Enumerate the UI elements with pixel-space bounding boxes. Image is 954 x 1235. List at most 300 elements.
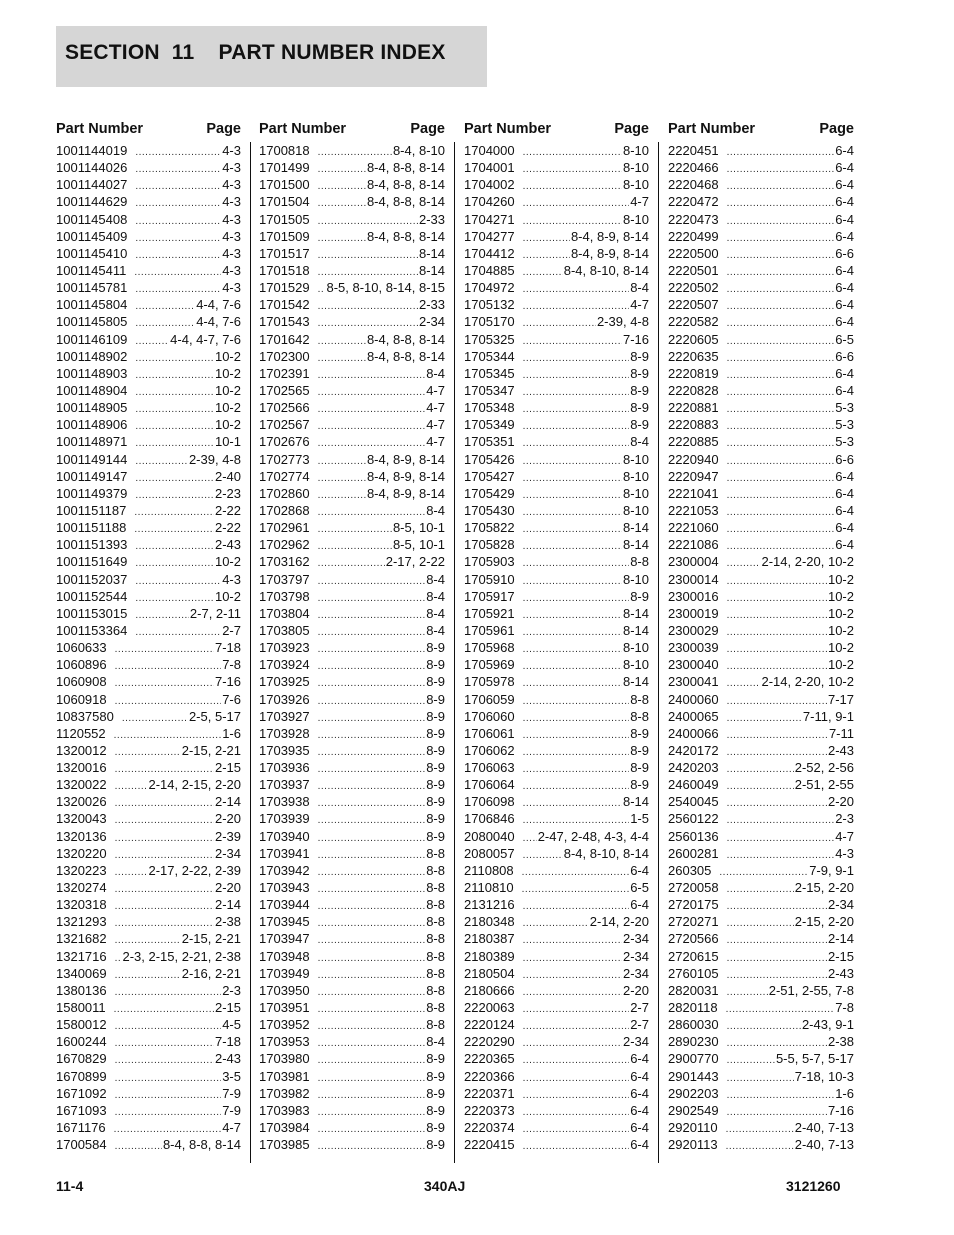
dot-leader [318, 521, 392, 538]
index-entry [464, 142, 649, 159]
page-reference: 2-3 [222, 982, 241, 998]
part-number: 1703927 [259, 708, 310, 724]
dot-leader [135, 144, 221, 161]
page-reference: 6-4 [630, 897, 649, 913]
dot-leader [318, 590, 426, 607]
part-number: 2220466 [668, 160, 719, 176]
dot-leader [727, 144, 835, 161]
part-number: 2901443 [668, 1068, 719, 1084]
index-entry [668, 1050, 854, 1067]
index-entry [464, 536, 649, 553]
part-number: 1703981 [259, 1068, 310, 1084]
page-reference: 2-39, 4-8 [188, 451, 241, 467]
dot-leader [523, 1138, 630, 1155]
dot-leader [115, 744, 181, 761]
page-reference: 2-43 [827, 742, 854, 758]
index-entry [259, 279, 445, 296]
dot-leader [318, 487, 366, 504]
part-number: 2110810 [464, 880, 514, 896]
index-entry [56, 605, 241, 622]
part-number: 2180389 [464, 948, 515, 964]
index-entry [464, 948, 649, 965]
part-number: 1703949 [259, 965, 310, 981]
part-number: 2180348 [464, 914, 515, 930]
dot-leader [318, 367, 426, 384]
part-number: 1704260 [464, 194, 515, 210]
part-number: 2220124 [464, 1017, 515, 1033]
index-entry [464, 433, 649, 450]
index-entry [668, 673, 854, 690]
part-number: 1705903 [464, 554, 515, 570]
part-number: 1702300 [259, 348, 310, 364]
page-reference: 6-4 [630, 1137, 649, 1153]
page-reference: 10-2 [214, 365, 241, 381]
page-reference: 2-34 [418, 314, 445, 330]
page-reference: 10-2 [214, 348, 241, 364]
dot-leader [318, 727, 426, 744]
page-reference: 8-9 [426, 1068, 445, 1084]
index-entry [56, 725, 241, 742]
index-entry [668, 262, 854, 279]
page-reference: 8-8 [630, 554, 649, 570]
page-reference: 8-9 [630, 382, 649, 398]
index-entry [259, 862, 445, 879]
index-entry [259, 1136, 445, 1153]
index-entry [668, 639, 854, 656]
index-entry [464, 588, 649, 605]
index-entry [668, 1033, 854, 1050]
index-entry [56, 1068, 241, 1085]
dot-leader [727, 350, 835, 367]
index-entry [464, 1068, 649, 1085]
page-reference: 2-39, 4-8 [596, 314, 649, 330]
dot-leader [134, 504, 214, 521]
part-number: 1701542 [259, 297, 310, 313]
part-number: 1060633 [56, 640, 107, 656]
index-entry [668, 228, 854, 245]
dot-leader [727, 487, 835, 504]
index-entry [464, 451, 649, 468]
dot-leader [523, 195, 630, 212]
index-entry [56, 588, 241, 605]
page-reference: 10-2 [214, 382, 241, 398]
index-entry [464, 262, 649, 279]
dot-leader [523, 453, 622, 470]
part-number: 1703940 [259, 828, 310, 844]
index-entry [56, 965, 241, 982]
index-entry [464, 656, 649, 673]
index-entry [259, 365, 445, 382]
page-reference: 7-18, 10-3 [794, 1068, 854, 1084]
part-number: 1001145781 [56, 280, 128, 296]
index-entry [668, 296, 854, 313]
page-reference: 4-3 [222, 280, 241, 296]
page-reference: 8-8 [426, 1000, 445, 1016]
dot-leader [318, 778, 426, 795]
index-entry [668, 451, 854, 468]
part-number: 2220290 [464, 1034, 515, 1050]
part-number: 2220366 [464, 1068, 515, 1084]
index-entry [259, 828, 445, 845]
index-entry [464, 296, 649, 313]
index-column-4 [668, 118, 854, 1153]
index-entry [464, 416, 649, 433]
index-entry [259, 519, 445, 536]
index-entry [259, 1016, 445, 1033]
part-number: 1703942 [259, 862, 310, 878]
index-entry [56, 365, 241, 382]
part-number: 2221086 [668, 537, 719, 553]
part-number: 1001144019 [56, 143, 128, 158]
index-entry [259, 588, 445, 605]
part-number: 1702565 [259, 382, 310, 398]
page-reference: 2-15 [827, 948, 854, 964]
page-reference: 8-4 [630, 434, 649, 450]
dot-leader [318, 847, 426, 864]
part-number: 1321293 [56, 914, 107, 930]
part-number: 1705828 [464, 537, 515, 553]
part-number: 1700818 [259, 143, 310, 158]
dot-leader [727, 504, 835, 521]
page-reference: 8-9 [630, 400, 649, 416]
index-entry [464, 982, 649, 999]
page-reference: 8-10 [622, 571, 649, 587]
page-reference: 8-4, 8-8, 8-14 [366, 194, 445, 210]
part-number: 1001151188 [56, 520, 127, 536]
part-number: 1340069 [56, 965, 107, 981]
index-entry [56, 468, 241, 485]
index-entry [464, 399, 649, 416]
dot-leader [318, 607, 426, 624]
part-number: 2221041 [668, 485, 719, 501]
page-reference: 8-8 [426, 1017, 445, 1033]
index-entry [56, 331, 241, 348]
index-entry [259, 348, 445, 365]
dot-leader [318, 744, 426, 761]
page-reference: 8-4 [426, 571, 445, 587]
part-number: 1703805 [259, 622, 310, 638]
part-number: 2220828 [668, 382, 719, 398]
dot-leader [115, 1070, 222, 1087]
index-entry [464, 1085, 649, 1102]
dot-leader [523, 847, 563, 864]
page-reference: 2-14, 2-20, 10-2 [761, 674, 854, 690]
dot-leader [115, 950, 122, 967]
page-reference: 6-4 [835, 280, 854, 296]
index-entry [56, 1136, 241, 1153]
index-entry [668, 725, 854, 742]
dot-leader [318, 915, 426, 932]
dot-leader [727, 915, 794, 932]
part-number: 1703951 [259, 1000, 310, 1016]
part-number: 1001153364 [56, 622, 128, 638]
column-header [56, 118, 241, 142]
part-number: 1703939 [259, 811, 310, 827]
part-number: 2131216 [464, 897, 515, 913]
page-reference: 8-9 [630, 777, 649, 793]
dot-leader [523, 1121, 630, 1138]
dot-leader [318, 1070, 426, 1087]
part-number: 2220365 [464, 1051, 515, 1067]
part-number: 1701518 [259, 262, 310, 278]
dot-leader [135, 453, 188, 470]
index-entry [56, 211, 241, 228]
page-reference: 3-5 [222, 1068, 241, 1084]
part-number: 1705917 [464, 588, 515, 604]
page-reference: 8-4, 8-10 [392, 143, 445, 158]
page-reference: 8-5, 10-1 [392, 537, 445, 553]
dot-leader [727, 641, 827, 658]
index-entry [56, 930, 241, 947]
page-reference: 8-14 [418, 245, 445, 261]
dot-leader [318, 830, 426, 847]
index-entry [259, 810, 445, 827]
index-entry [464, 1050, 649, 1067]
index-entry [259, 382, 445, 399]
part-number: 2540045 [668, 794, 719, 810]
page-reference: 8-14 [622, 520, 649, 536]
part-number: 1001149144 [56, 451, 128, 467]
part-number: 1703952 [259, 1017, 310, 1033]
part-number: 2110808 [464, 862, 514, 878]
index-entry [668, 708, 854, 725]
part-number: 1703944 [259, 897, 310, 913]
page-reference: 2-17, 2-22 [385, 554, 445, 570]
dot-leader [135, 607, 189, 624]
part-number: 2300014 [668, 571, 719, 587]
part-number: 1580011 [56, 1000, 106, 1016]
page-reference: 8-4, 8-8, 8-14 [366, 160, 445, 176]
index-entry [56, 536, 241, 553]
index-entry [668, 793, 854, 810]
dot-leader [115, 1087, 222, 1104]
dot-leader [114, 1001, 214, 1018]
page-reference: 2-33 [418, 211, 445, 227]
part-number: 1704972 [464, 280, 515, 296]
dot-leader [523, 967, 622, 984]
index-entry [464, 896, 649, 913]
index-entry [56, 776, 241, 793]
dot-leader [523, 675, 622, 692]
index-entry [464, 759, 649, 776]
dot-leader [727, 178, 835, 195]
column-header [668, 118, 854, 142]
page-reference: 7-16 [622, 331, 649, 347]
page-reference: 5-3 [835, 400, 854, 416]
dot-leader [318, 247, 418, 264]
page-reference: 2-22 [214, 520, 241, 536]
part-number: 2300004 [668, 554, 719, 570]
index-entry [668, 810, 854, 827]
part-number: 1001144027 [56, 177, 128, 193]
index-entry [259, 433, 445, 450]
index-entry [56, 708, 241, 725]
index-column-3 [464, 118, 649, 1153]
part-number: 2820031 [668, 982, 719, 998]
part-number: 1703982 [259, 1085, 310, 1101]
page-reference: 4-7 [426, 417, 445, 433]
page-reference: 2-43 [214, 537, 241, 553]
page-heading: Page [819, 121, 854, 137]
page-reference: 7-18 [214, 640, 241, 656]
part-number: 1702961 [259, 520, 310, 536]
index-entry [259, 262, 445, 279]
dot-leader [115, 898, 214, 915]
dot-leader [318, 1052, 426, 1069]
part-number: 1701642 [259, 331, 310, 347]
index-entry [668, 433, 854, 450]
dot-leader [523, 1018, 630, 1035]
column-divider [250, 142, 251, 1163]
dot-leader [523, 538, 622, 555]
page-reference: 2-7 [222, 622, 241, 638]
part-number: 2080040 [464, 828, 515, 844]
page-reference: 4-7 [426, 400, 445, 416]
index-entry [259, 930, 445, 947]
index-entry [56, 245, 241, 262]
dot-leader [727, 281, 835, 298]
dot-leader [135, 247, 221, 264]
index-entry [56, 982, 241, 999]
index-entry [464, 1033, 649, 1050]
dot-leader [523, 281, 630, 298]
index-entry [464, 553, 649, 570]
part-number: 1001152544 [56, 588, 128, 604]
part-number: 2080057 [464, 845, 515, 861]
part-number: 1703950 [259, 982, 310, 998]
dot-leader [727, 607, 827, 624]
part-number: 1320274 [56, 880, 107, 896]
page-reference: 8-5, 8-10, 8-14, 8-15 [326, 280, 445, 296]
dot-leader [523, 658, 622, 675]
index-entry [259, 948, 445, 965]
page-reference: 2-14, 2-15, 2-20 [148, 777, 241, 793]
page-reference: 2-16, 2-21 [181, 965, 241, 981]
index-entry [56, 691, 241, 708]
dot-leader [135, 487, 214, 504]
index-entry [668, 913, 854, 930]
page-reference: 2-34 [622, 965, 649, 981]
page-reference: 10-2 [214, 400, 241, 416]
dot-leader [135, 178, 221, 195]
index-entry [56, 742, 241, 759]
index-entry [464, 708, 649, 725]
part-number: 1703983 [259, 1102, 310, 1118]
dot-leader [318, 195, 366, 212]
dot-leader [318, 693, 426, 710]
part-number: 2220473 [668, 211, 719, 227]
page-reference: 6-4 [630, 1051, 649, 1067]
part-number: 1001145408 [56, 211, 128, 227]
dot-leader [115, 641, 214, 658]
page-reference: 8-10 [622, 177, 649, 193]
part-number: 1704000 [464, 143, 515, 158]
page-reference: 4-4, 7-6 [196, 314, 241, 330]
index-entry [56, 399, 241, 416]
page-reference: 4-7 [426, 434, 445, 450]
part-number: 2400060 [668, 691, 719, 707]
page-reference: 4-7 [426, 382, 445, 398]
part-number: 1706062 [464, 742, 515, 758]
dot-leader [727, 298, 835, 315]
part-number: 2220468 [668, 177, 719, 193]
column-header [259, 118, 445, 142]
dot-leader [523, 573, 622, 590]
index-entry [464, 348, 649, 365]
part-number: 2220502 [668, 280, 719, 296]
page-reference: 2-20 [214, 880, 241, 896]
dot-leader [523, 932, 622, 949]
page-reference: 8-9 [426, 640, 445, 656]
footer-page-number: 11-4 [56, 1178, 84, 1194]
part-number: 1701500 [259, 177, 310, 193]
page-reference: 6-4 [630, 1120, 649, 1136]
part-number: 1600244 [56, 1034, 107, 1050]
page-reference: 5-3 [835, 434, 854, 450]
part-number: 10837580 [56, 708, 114, 724]
page-reference: 8-4 [426, 605, 445, 621]
dot-leader [134, 264, 221, 281]
index-entry [56, 313, 241, 330]
part-number: 1001153015 [56, 605, 128, 621]
section-title: SECTION 11 PART NUMBER INDEX [65, 41, 446, 64]
part-number: 1703980 [259, 1051, 310, 1067]
index-entry [668, 468, 854, 485]
index-entry [668, 1136, 854, 1153]
page-reference: 8-8 [426, 982, 445, 998]
index-entry [259, 1068, 445, 1085]
index-entry [259, 159, 445, 176]
page-reference: 8-9 [630, 742, 649, 758]
index-entry [668, 879, 854, 896]
part-number: 1703937 [259, 777, 310, 793]
dot-leader [135, 401, 214, 418]
index-entry [259, 211, 445, 228]
part-number: 1001148905 [56, 400, 128, 416]
dot-leader [726, 1138, 794, 1155]
index-entry [668, 485, 854, 502]
index-entry [668, 348, 854, 365]
part-number: 1705347 [464, 382, 515, 398]
dot-leader [318, 555, 385, 572]
index-entry [259, 485, 445, 502]
dot-leader [318, 298, 418, 315]
dot-leader [122, 710, 188, 727]
dot-leader [115, 778, 148, 795]
index-entry [259, 331, 445, 348]
index-entry [56, 485, 241, 502]
part-number: 1705348 [464, 400, 515, 416]
part-number: 2900770 [668, 1051, 719, 1067]
index-entry [464, 999, 649, 1016]
index-entry [668, 862, 854, 879]
index-entry [464, 810, 649, 827]
page-reference: 2-38 [214, 914, 241, 930]
part-number: 1705430 [464, 502, 515, 518]
page-reference: 8-4, 8-10, 8-14 [563, 845, 649, 861]
page-reference: 4-3 [222, 211, 241, 227]
page-reference: 8-8 [426, 948, 445, 964]
page-reference: 8-8 [426, 845, 445, 861]
dot-leader [115, 1052, 214, 1069]
part-number: 1704002 [464, 177, 515, 193]
index-entry [668, 948, 854, 965]
dot-leader [523, 830, 537, 847]
dot-leader [523, 555, 630, 572]
page-reference: 4-5 [222, 1017, 241, 1033]
dot-leader [135, 624, 221, 641]
dot-leader [318, 932, 426, 949]
